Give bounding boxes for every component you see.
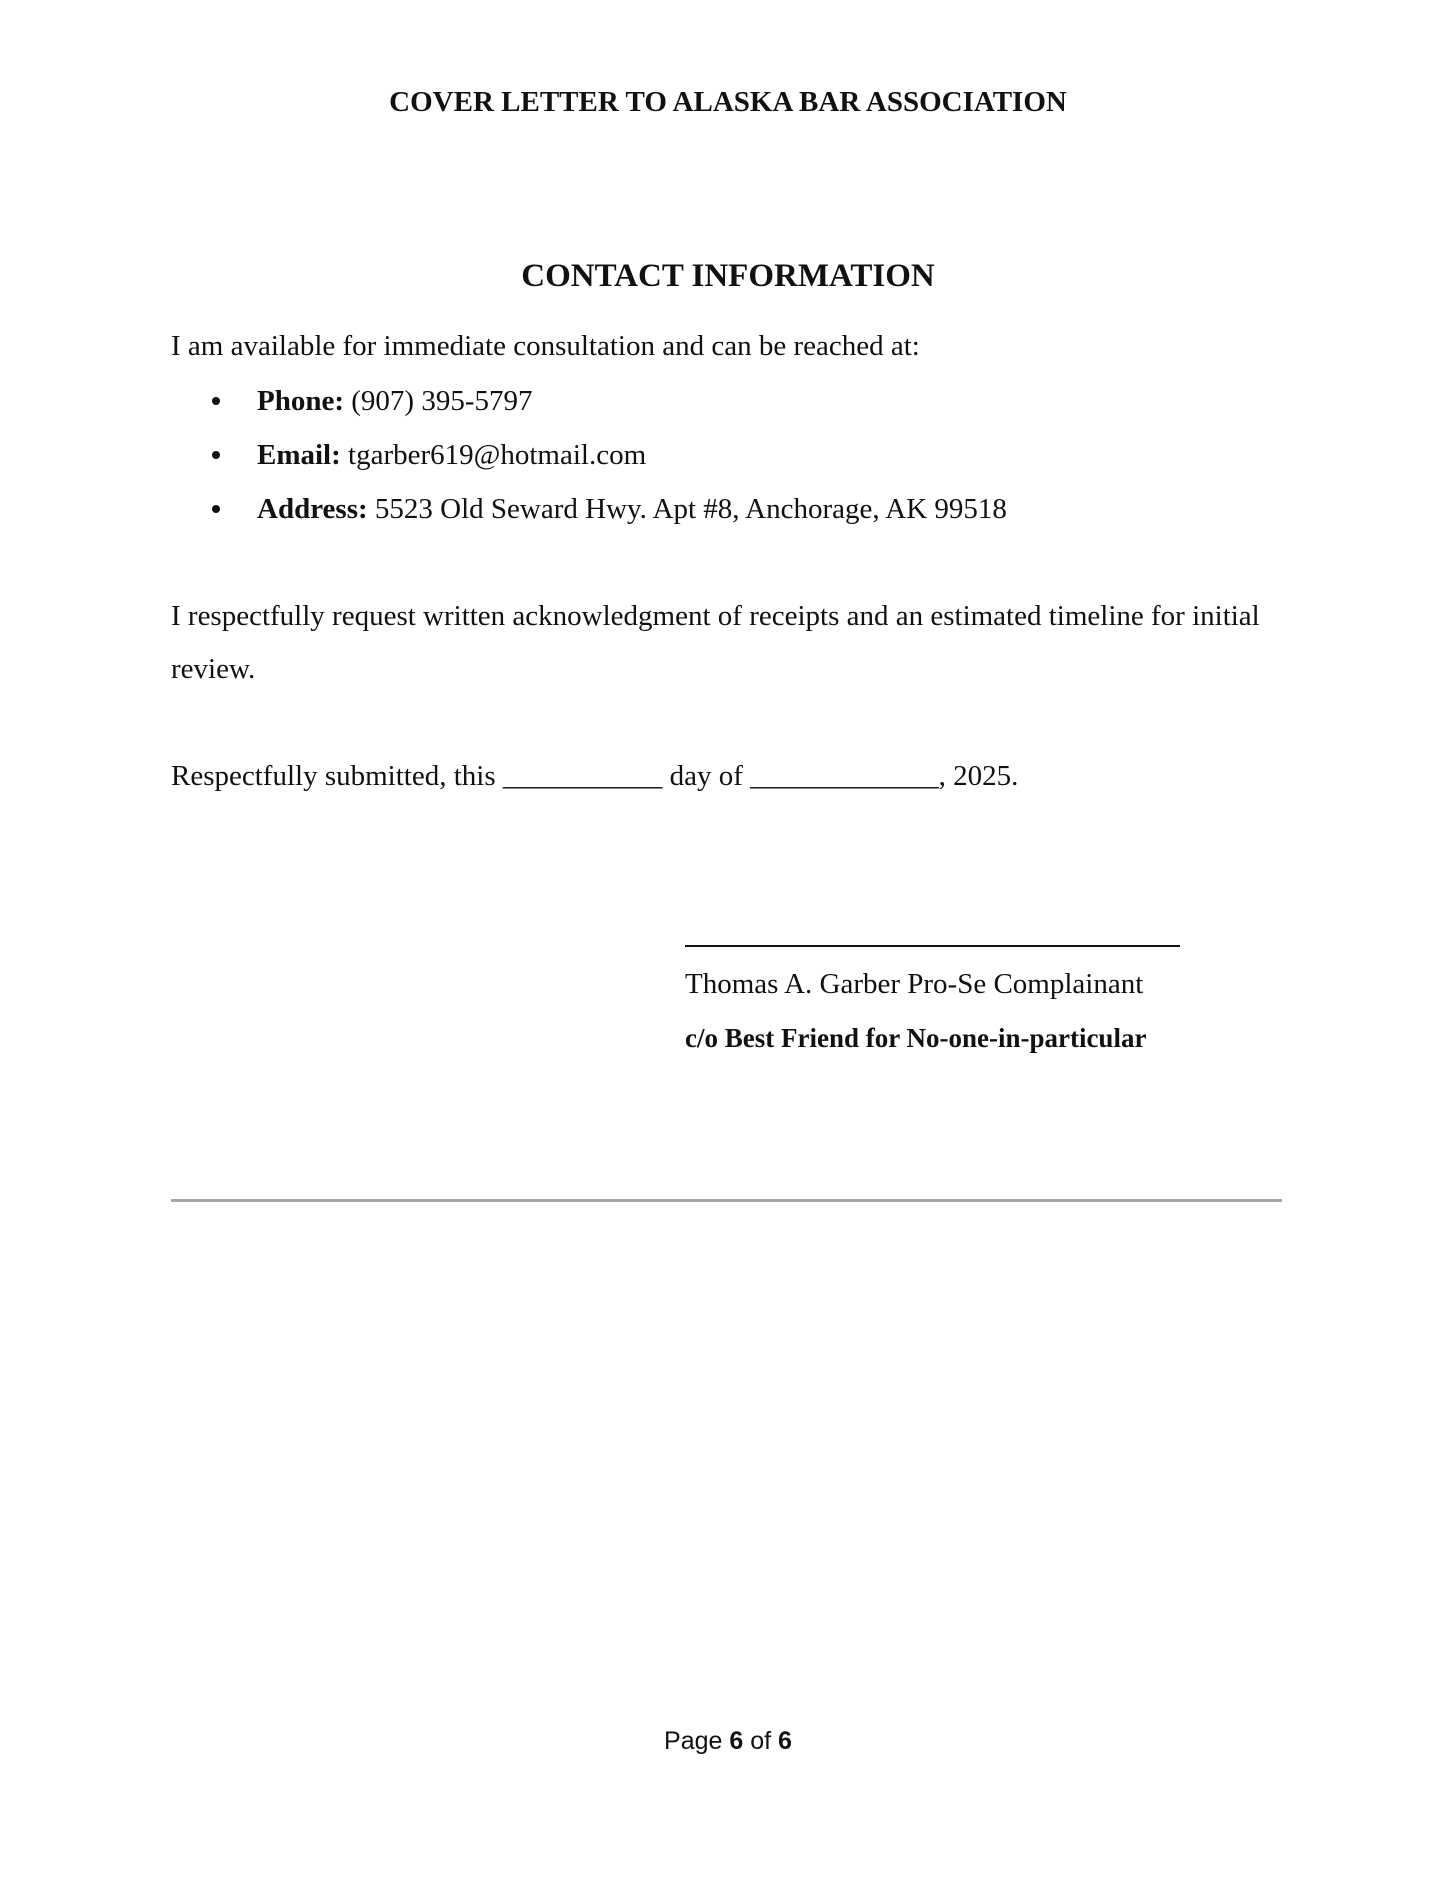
bullet-icon <box>212 451 220 459</box>
signatory-name: Thomas A. Garber Pro-Se Complainant <box>685 968 1144 1000</box>
page-number-footer <box>0 1727 1456 1756</box>
contact-list <box>171 374 1007 536</box>
contact-label: Email: <box>257 439 341 471</box>
section-heading-contact-information: CONTACT INFORMATION <box>521 258 935 294</box>
signatory-capacity: c/o Best Friend for No-one-in-particular <box>685 1023 1147 1053</box>
current-page-number: 6 <box>729 1727 744 1755</box>
submission-date-line: Respectfully submitted, this ___________ day of _____________, 2025. <box>171 760 1019 792</box>
horizontal-rule <box>171 1199 1282 1202</box>
bullet-icon <box>212 505 220 513</box>
signature-line <box>685 945 1180 947</box>
contact-item-address <box>171 482 1007 536</box>
request-paragraph: I respectfully request written acknowledgment of receipts and an estimated timeline for initial review. <box>171 600 1260 685</box>
contact-item-phone <box>171 374 1007 428</box>
contact-value-phone: (907) 395-5797 <box>351 385 533 417</box>
bullet-icon <box>212 397 220 405</box>
of-word: of <box>750 1727 772 1755</box>
contact-label: Phone: <box>257 385 344 417</box>
intro-paragraph: I am available for immediate consultation and can be reached at: <box>171 330 920 362</box>
contact-label: Address: <box>257 493 368 525</box>
total-page-count: 6 <box>778 1727 792 1755</box>
contact-item-email <box>171 428 1007 482</box>
contact-value-address: 5523 Old Seward Hwy. Apt #8, Anchorage, AK 99518 <box>374 493 1007 525</box>
document-title: COVER LETTER TO ALASKA BAR ASSOCIATION <box>389 86 1067 118</box>
contact-value-email: tgarber619@hotmail.com <box>348 439 647 471</box>
page-word: Page <box>664 1727 723 1755</box>
